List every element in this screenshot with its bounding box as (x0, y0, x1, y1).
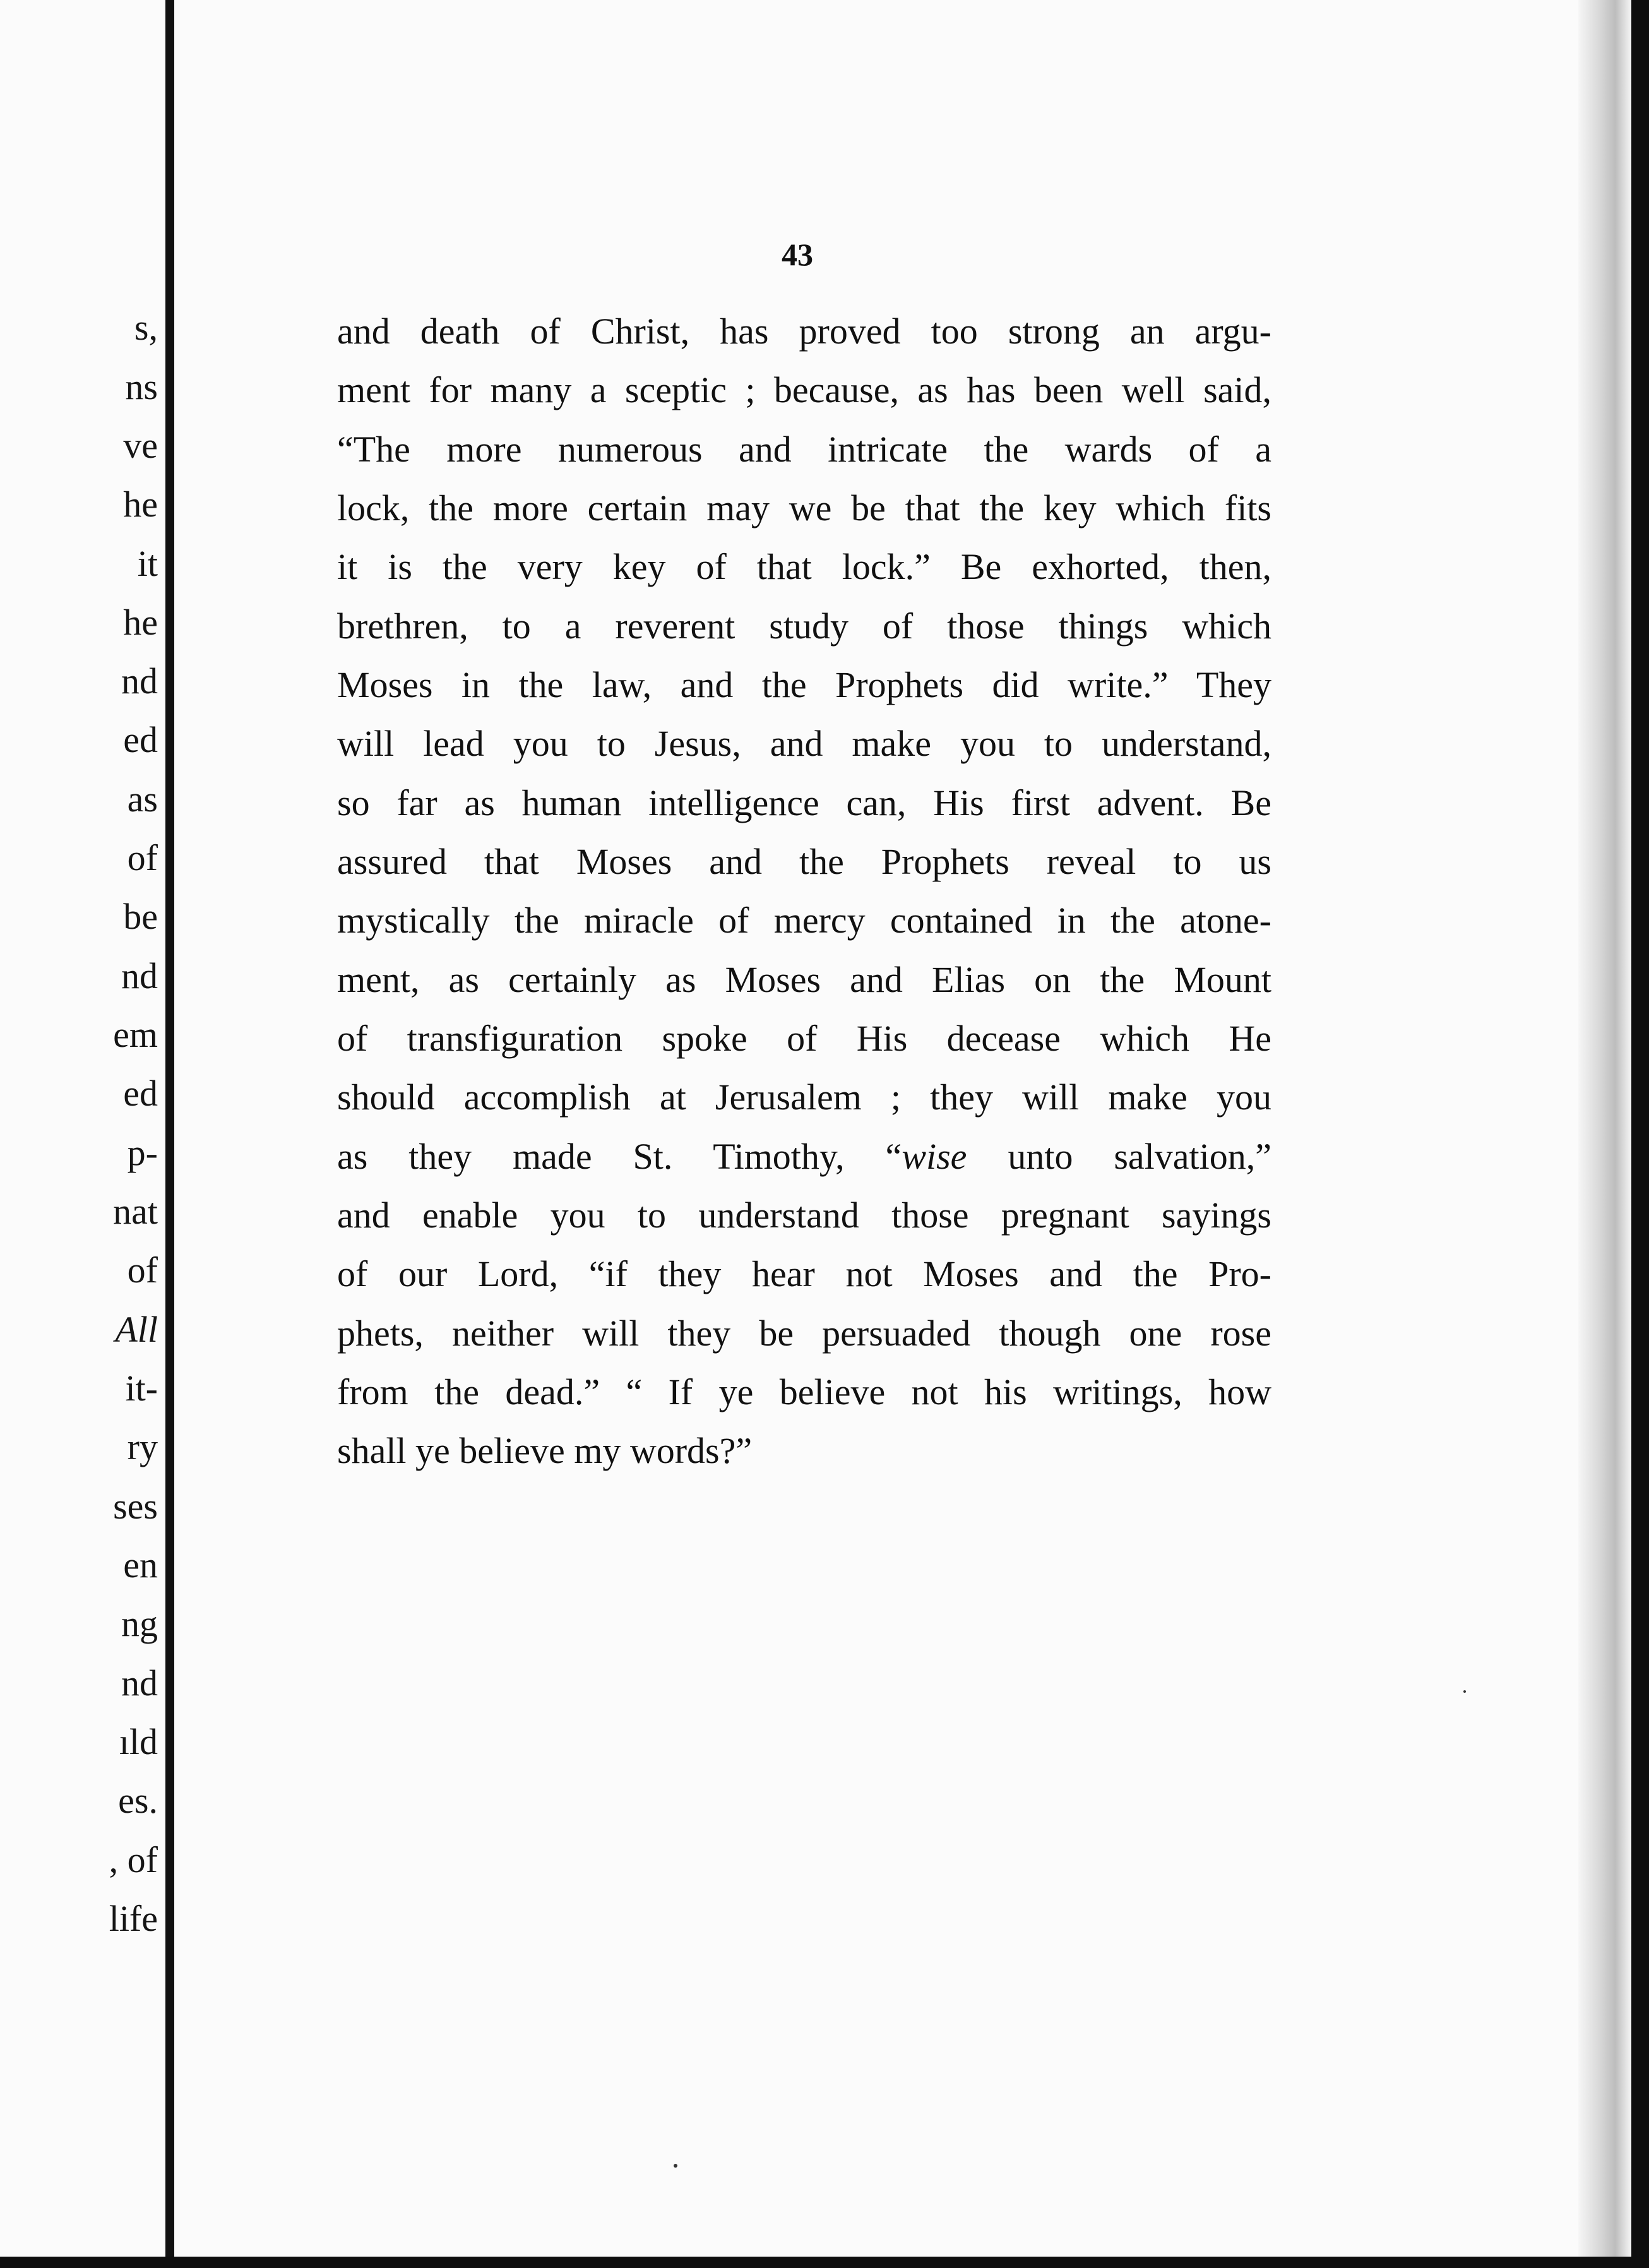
body-text-line: Moses in the law, and the Prophets did write.” They (337, 664, 1271, 705)
facing-page-line: ns (125, 366, 158, 407)
italic-word: wise (902, 1136, 967, 1177)
body-text-line: mystically the miracle of mercy contained in the atone- (337, 900, 1271, 941)
facing-page-line: ry (127, 1426, 158, 1467)
facing-page-line: ses (113, 1486, 158, 1527)
body-text-line: of our Lord, “if they hear not Moses and the Pro- (337, 1253, 1271, 1294)
facing-page-line: es. (118, 1780, 158, 1821)
page-edge-shadow (1578, 0, 1631, 2268)
line-text-before: as they made St. Timothy, “ (337, 1136, 902, 1177)
facing-page-line: em (113, 1014, 158, 1055)
facing-page-line: en (123, 1544, 158, 1585)
facing-page-line: as (127, 779, 158, 820)
facing-page-line: ve (123, 425, 158, 466)
ink-speck (674, 2164, 677, 2168)
facing-page-line: life (109, 1898, 158, 1939)
facing-page-line: of (127, 837, 158, 878)
body-text-line: assured that Moses and the Prophets reveal to us (337, 841, 1271, 882)
facing-page-line: nd (121, 1662, 158, 1704)
facing-page-line: it- (125, 1368, 158, 1409)
facing-page-line: ng (121, 1603, 158, 1644)
body-text-line: “The more numerous and intricate the wards of a (337, 429, 1271, 470)
body-text-line: from the dead.” “ If ye believe not his writings, how (337, 1371, 1271, 1412)
facing-page-line: of (127, 1250, 158, 1291)
facing-page-line: p- (127, 1132, 158, 1173)
facing-page-line: he (123, 602, 158, 643)
body-text-line: phets, neither will they be persuaded though one rose (337, 1313, 1271, 1354)
facing-page-line: nd (121, 955, 158, 996)
body-text-line: lock, the more certain may we be that the key which fits (337, 487, 1271, 528)
body-text-line: should accomplish at Jerusalem ; they will make you (337, 1077, 1271, 1118)
body-text-line: shall ye believe my words?” (337, 1430, 753, 1471)
body-text-line: brethren, to a reverent study of those things which (337, 606, 1271, 647)
body-text-line: it is the very key of that lock.” Be exhorted, then, (337, 546, 1271, 587)
body-text-line: ment for many a sceptic ; because, as has been well said, (337, 369, 1271, 410)
book-gutter (165, 0, 174, 2268)
facing-page-line: be (123, 896, 158, 937)
facing-page-fragment (0, 0, 169, 2268)
facing-page-line: it (137, 543, 158, 584)
facing-page-line: ed (123, 719, 158, 760)
page-outer-edge (1631, 0, 1649, 2268)
facing-page-line: s, (134, 307, 158, 348)
facing-page-line: ed (123, 1073, 158, 1114)
facing-page-line: ıld (119, 1721, 158, 1762)
body-text-line: so far as human intelligence can, His first advent. Be (337, 782, 1271, 823)
body-text-line: and enable you to understand those pregnant sayings (337, 1195, 1271, 1236)
facing-page-line: nat (113, 1191, 158, 1232)
page-number: 43 (782, 237, 813, 272)
facing-page-line: he (123, 484, 158, 525)
body-text-line: and death of Christ, has proved too strong an argu- (337, 311, 1271, 352)
body-text-line: will lead you to Jesus, and make you to understand, (337, 723, 1271, 764)
page-bottom-edge (0, 2257, 1649, 2268)
facing-page-line: , of (109, 1839, 158, 1880)
body-text-line (337, 1138, 1271, 1175)
ink-speck (1463, 1690, 1466, 1693)
line-text-after: unto salvation,” (967, 1136, 1271, 1177)
body-text-line: of transfiguration spoke of His decease which He (337, 1018, 1271, 1059)
body-text-line: ment, as certainly as Moses and Elias on the Mount (337, 959, 1271, 1000)
facing-page-line: All (115, 1309, 158, 1350)
facing-page-line: nd (121, 660, 158, 701)
